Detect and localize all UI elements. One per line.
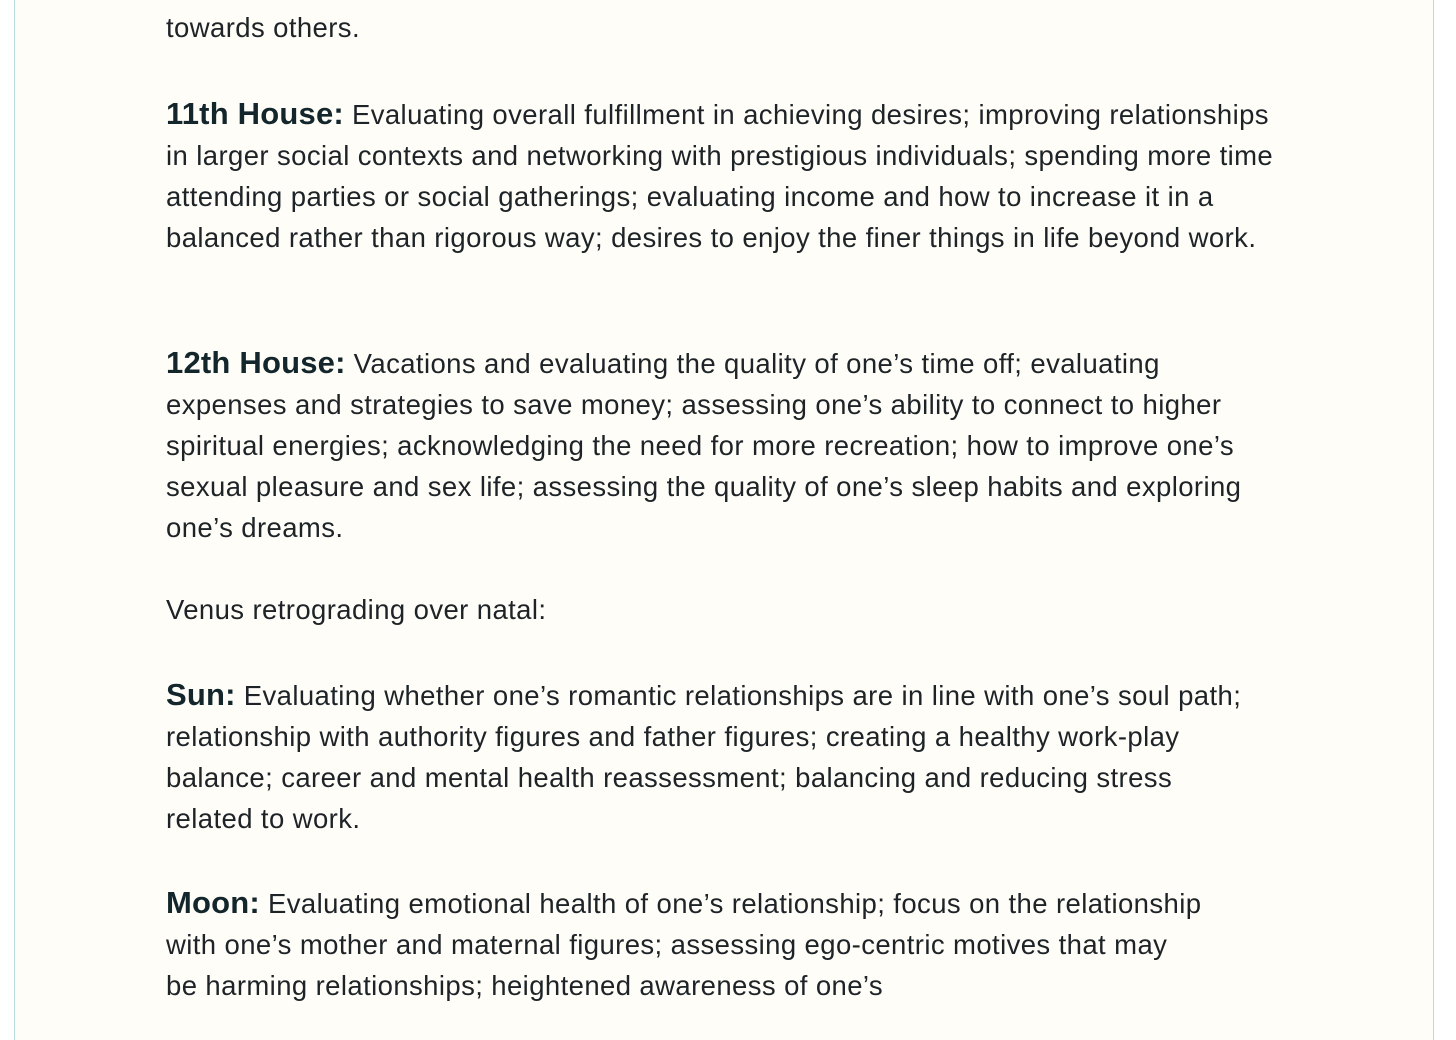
document-page <box>14 0 1434 1040</box>
moon-text: Evaluating emotional health of one’s relationship; focus on the relationship with one’s mother and maternal figures; assessing ego-centric motives that may be harming relationships; heightened awareness of one’s <box>166 888 1202 1001</box>
venus-heading-text: Venus retrograding over natal: <box>166 594 547 625</box>
house-11-label: 11th House: <box>166 96 344 131</box>
house-12-paragraph <box>166 342 1251 548</box>
house-11-paragraph <box>166 93 1296 258</box>
house-12-text: Vacations and evaluating the quality of one’s time off; evaluating expenses and strategies to save money; assessing one’s ability to connect to higher spiritual energies; acknowledging the need for more recreation; how to improve one’s sexual pleasure and sex life; assessing the quality of one’s sleep habits and exploring one’s dreams. <box>166 348 1242 543</box>
venus-heading <box>166 589 1306 630</box>
moon-label: Moon: <box>166 885 260 920</box>
intro-tail-paragraph <box>166 7 1306 48</box>
house-12-label: 12th House: <box>166 345 346 380</box>
sun-paragraph <box>166 674 1266 839</box>
sun-label: Sun: <box>166 677 236 712</box>
moon-paragraph <box>166 882 1206 1006</box>
sun-text: Evaluating whether one’s romantic relationships are in line with one’s soul path; relationship with authority figures and father figures; creating a healthy work-play balance; career and mental health reassessment; balancing and reducing stress related to work. <box>166 680 1242 834</box>
intro-tail-text: towards others. <box>166 12 361 43</box>
house-11-text: Evaluating overall fulfillment in achieving desires; improving relationships in larger social contexts and networking with prestigious individuals; spending more time attending parties or social gatherings; evaluating income and how to increase it in a balanced rather than rigorous way; desires to enjoy the finer things in life beyond work. <box>166 99 1274 253</box>
